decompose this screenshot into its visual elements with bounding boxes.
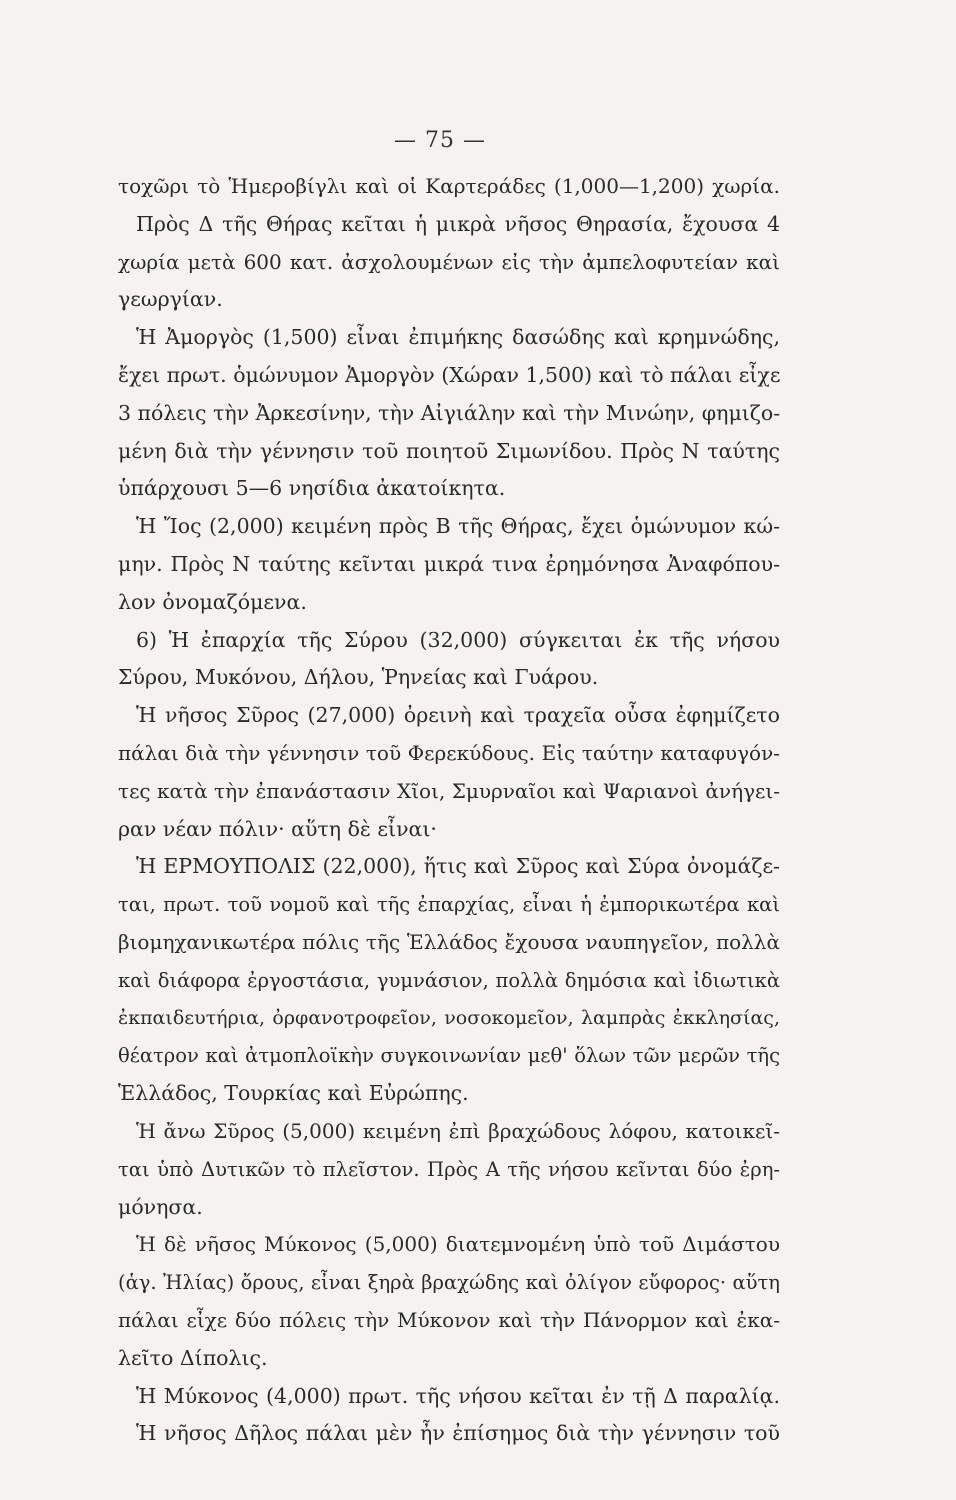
text-line: ἐκπαιδευτήρια, ὀρφανοτροφεῖον, νοσοκομεῖον, λαμπρὰς ἐκκλησίας, — [118, 1006, 780, 1029]
text-line: ἔχει πρωτ. ὁμώνυμον Ἀμοργὸν (Χώραν 1,500) καὶ τὸ πάλαι εἶχε — [118, 362, 780, 387]
text-line: λον ὀνομαζόμενα. — [118, 589, 307, 614]
text-line: Ἡ Μύκονος (4,000) πρωτ. τῆς νήσου κεῖται ἐν τῇ Δ παραλίᾳ. — [136, 1383, 780, 1408]
text-line: χωρία μετὰ 600 κατ. ἀσχολουμένων εἰς τὴν ἀμπελοφυτείαν καὶ — [118, 249, 780, 274]
text-line: Ἡ ΕΡΜΟΥΠΟΛΙΣ (22,000), ἥτις καὶ Σῦρος καὶ Σύρα ὀνομάζε- — [136, 854, 780, 879]
text-line: Ἡ δὲ νῆσος Μύκονος (5,000) διατεμνομένη ὑπὸ τοῦ Διμάστου — [136, 1232, 780, 1257]
text-line: Ἡ Ἀμοργὸς (1,500) εἶναι ἐπιμήκης δασώδης καὶ κρημνώδης, — [136, 325, 780, 350]
text-line: ται, πρωτ. τοῦ νομοῦ καὶ τῆς ἐπαρχίας, εἶναι ἡ ἐμπορικωτέρα καὶ — [118, 893, 780, 917]
text-line: ραν νέαν πόλιν· αὕτη δὲ εἶναι· — [118, 816, 437, 841]
text-line: μην. Πρὸς Ν ταύτης κεῖνται μικρά τινα ἐρημόνησα Ἀναφόπου- — [118, 551, 780, 576]
text-line: μένη διὰ τὴν γέννησιν τοῦ ποιητοῦ Σιμωνίδου. Πρὸς Ν ταύτης — [118, 438, 780, 463]
text-line: Πρὸς Δ τῆς Θήρας κεῖται ἡ μικρὰ νῆσος Θηρασία, ἔχουσα 4 — [136, 211, 780, 236]
text-line: γεωργίαν. — [118, 287, 223, 312]
text-line: πάλαι εἶχε δύο πόλεις τὴν Μύκονον καὶ τὴν Πάνορμον καὶ ἐκα- — [118, 1307, 780, 1332]
text-line: 6) Ἡ ἐπαρχία τῆς Σύρου (32,000) σύγκειται ἐκ τῆς νήσου — [136, 627, 780, 652]
text-line: μόνησα. — [118, 1194, 203, 1219]
text-line: τες κατὰ τὴν ἐπανάστασιν Χῖοι, Σμυρναῖοι καὶ Ψαριανοὶ ἀνήγει- — [118, 778, 780, 803]
text-line: καὶ διάφορα ἐργοστάσια, γυμνάσιον, πολλὰ δημόσια καὶ ἰδιωτικὰ — [118, 968, 780, 992]
text-line: ὑπάρχουσι 5—6 νησίδια ἀκατοίκητα. — [118, 476, 506, 501]
text-line: ται ὑπὸ Δυτικῶν τὸ πλεῖστον. Πρὸς Α τῆς νήσου κεῖνται δύο ἐρη- — [118, 1157, 780, 1181]
text-line: θέατρον καὶ ἀτμοπλοϊκὴν συγκοινωνίαν μεθ' ὅλων τῶν μερῶν τῆς — [118, 1044, 780, 1068]
text-line: Ἡ νῆσος Δῆλος πάλαι μὲν ἦν ἐπίσημος διὰ τὴν γέννησιν τοῦ — [136, 1421, 780, 1446]
text-line: βιομηχανικωτέρα πόλις τῆς Ἑλλάδος ἔχουσα ναυπηγεῖον, πολλὰ — [118, 929, 780, 954]
text-line: Ἡ νῆσος Σῦρος (27,000) ὀρεινὴ καὶ τραχεῖα οὖσα ἐφημίζετο — [136, 703, 780, 728]
text-line: λεῖτο Δίπολις. — [118, 1345, 268, 1370]
text-line: τοχῶρι τὸ Ἡμεροβίγλι καὶ οἱ Καρτεράδες (1,000—1,200) χωρία. — [118, 174, 780, 198]
text-line: πάλαι διὰ τὴν γέννησιν τοῦ Φερεκύδους. Εἰς ταύτην καταφυγόν- — [118, 740, 780, 765]
text-line: Ἑλλάδος, Τουρκίας καὶ Εὐρώπης. — [118, 1081, 469, 1106]
page-text — [118, 168, 780, 1453]
text-line: Σύρου, Μυκόνου, Δήλου, Ῥηνείας καὶ Γυάρου. — [118, 665, 599, 690]
text-line: Ἡ ἄνω Σῦρος (5,000) κειμένη ἐπὶ βραχώδους λόφου, κατοικεῖ- — [136, 1118, 780, 1143]
text-line: (ἁγ. Ἠλίας) ὄρους, εἶναι ξηρὰ βραχώδης καὶ ὀλίγον εὔφορος· αὕτη — [118, 1271, 780, 1295]
text-line: 3 πόλεις τὴν Ἀρκεσίνην, τὴν Αἰγιάλην καὶ τὴν Μινώην, φημιζο- — [118, 400, 780, 425]
text-line: Ἡ Ἴος (2,000) κειμένη πρὸς Β τῆς Θήρας, ἔχει ὁμώνυμον κώ- — [136, 514, 780, 539]
page-number: — 75 — — [394, 128, 486, 153]
